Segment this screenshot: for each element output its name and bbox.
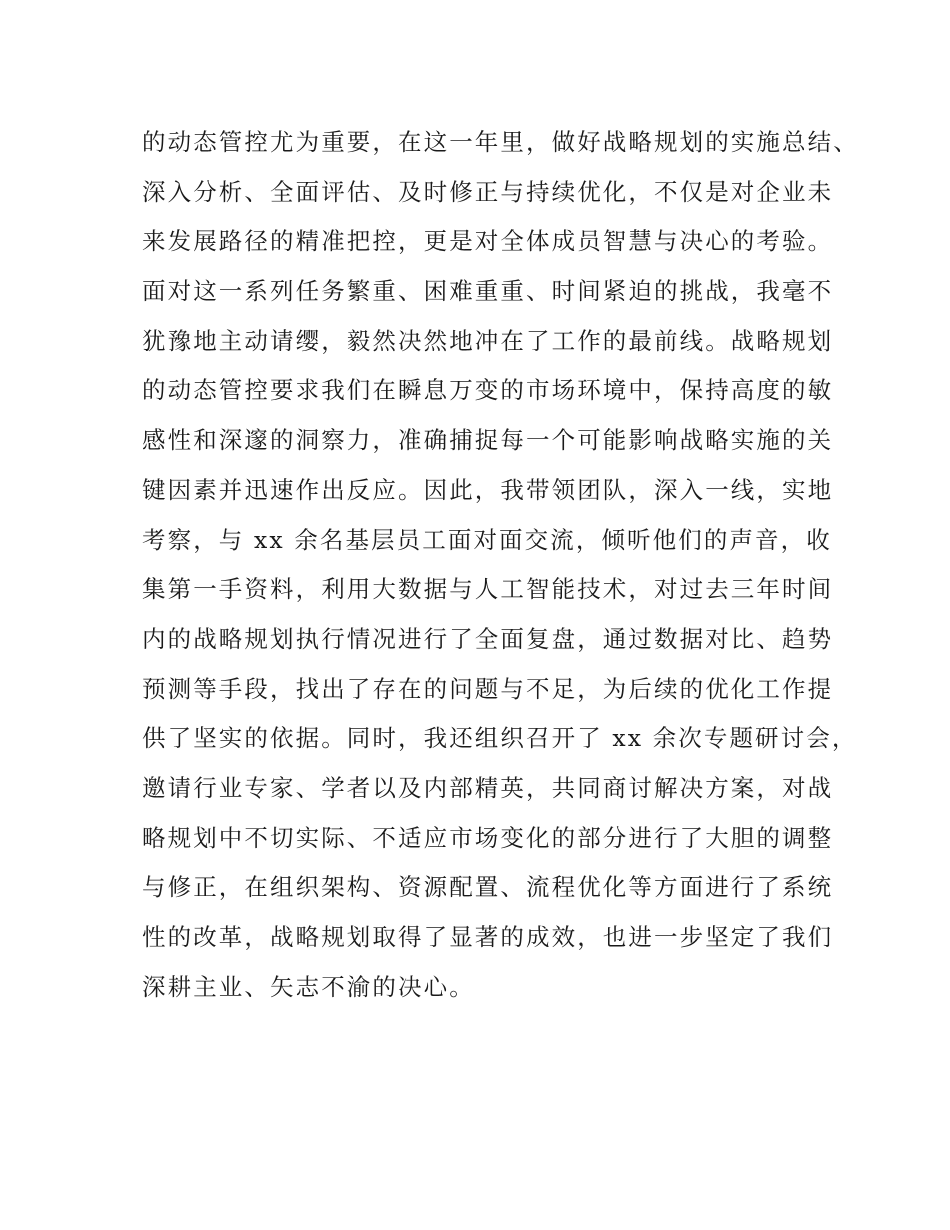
paragraph-line: 考察，与 xx 余名基层员工面对面交流，倾听他们的声音，收 xyxy=(142,525,832,554)
paragraph-line: 感性和深邃的洞察力，准确捕捉每一个可能影响战略实施的关 xyxy=(142,426,834,455)
paragraph-line: 面对这一系列任务繁重、困难重重、时间紧迫的挑战，我毫不 xyxy=(142,277,834,306)
paragraph-line: 供了坚实的依据。同时，我还组织召开了 xx 余次专题研讨会， xyxy=(142,724,858,753)
paragraph-line: 犹豫地主动请缨，毅然决然地冲在了工作的最前线。战略规划 xyxy=(142,326,834,355)
paragraph-line: 略规划中不切实际、不适应市场变化的部分进行了大胆的调整 xyxy=(142,823,834,852)
paragraph-line: 深耕主业、矢志不渝的决心。 xyxy=(142,972,475,1001)
body-paragraph xyxy=(142,118,859,1012)
paragraph-line: 性的改革，战略规划取得了显著的成效，也进一步坚定了我们 xyxy=(142,923,834,951)
paragraph-line: 与修正，在组织架构、资源配置、流程优化等方面进行了系统 xyxy=(142,873,834,902)
paragraph-line: 集第一手资料，利用大数据与人工智能技术，对过去三年时间 xyxy=(142,575,834,604)
paragraph-line: 邀请行业专家、学者以及内部精英，共同商讨解决方案，对战 xyxy=(142,773,834,802)
paragraph-line: 内的战略规划执行情况进行了全面复盘，通过数据对比、趋势 xyxy=(142,624,834,653)
paragraph-line: 深入分析、全面评估、及时修正与持续优化，不仅是对企业未 xyxy=(142,177,834,206)
paragraph-line: 键因素并迅速作出反应。因此，我带领团队，深入一线，实地 xyxy=(142,475,834,504)
paragraph-line: 的动态管控尤为重要，在这一年里，做好战略规划的实施总结、 xyxy=(142,128,859,156)
paragraph-line: 来发展路径的精准把控，更是对全体成员智慧与决心的考验。 xyxy=(142,227,834,256)
paragraph-line: 的动态管控要求我们在瞬息万变的市场环境中，保持高度的敏 xyxy=(142,376,834,405)
paragraph-line: 预测等手段，找出了存在的问题与不足，为后续的优化工作提 xyxy=(142,674,834,703)
